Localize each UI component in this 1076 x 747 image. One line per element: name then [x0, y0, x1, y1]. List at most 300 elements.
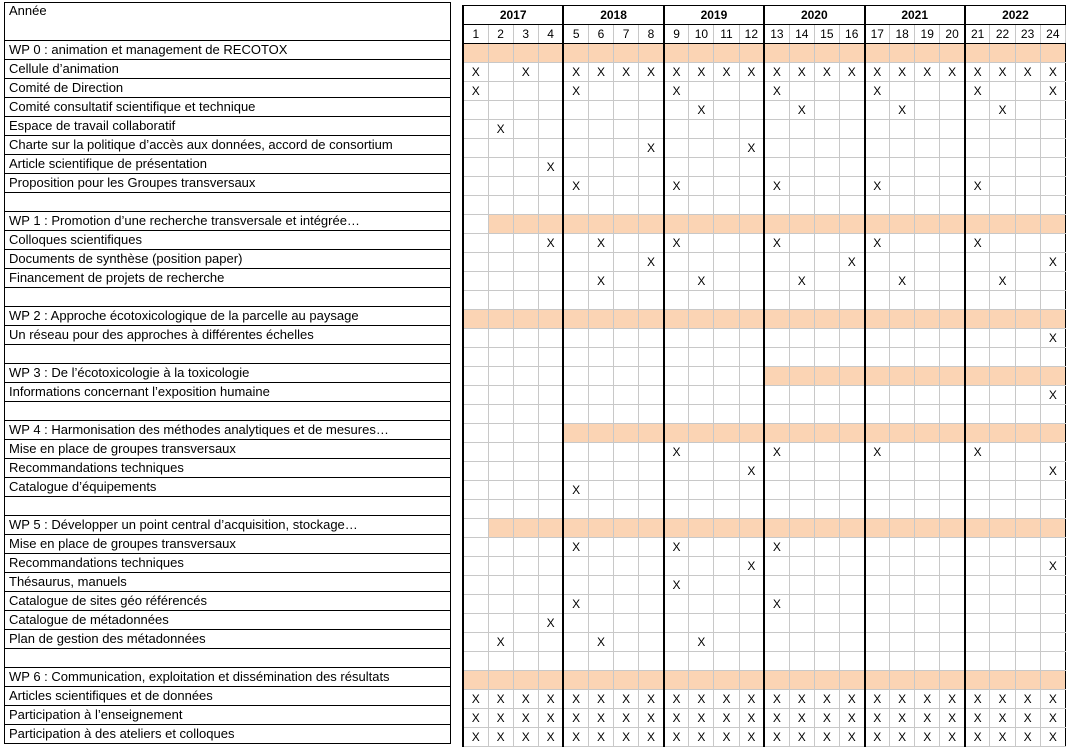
grid-cell [890, 291, 915, 310]
grid-cell [990, 253, 1015, 272]
grid-cell [814, 481, 839, 500]
grid-cell [488, 500, 513, 519]
grid-cell [940, 386, 965, 405]
grid-cell [664, 158, 689, 177]
grid-cell [714, 367, 739, 386]
activity-mark: X [814, 709, 839, 728]
activity-mark: X [739, 139, 764, 158]
grid-row [463, 158, 1066, 177]
grid-cell [1015, 158, 1040, 177]
workpackage-shade-cell [890, 44, 915, 63]
grid-cell [689, 82, 714, 101]
grid-cell [789, 196, 814, 215]
grid-cell [990, 595, 1015, 614]
activity-mark: X [588, 728, 613, 747]
year-header-2021: 2021 [865, 6, 965, 25]
grid-cell [865, 139, 890, 158]
grid-cell [940, 82, 965, 101]
activity-mark: X [1040, 253, 1065, 272]
workpackage-shade-cell [714, 424, 739, 443]
grid-cell [488, 595, 513, 614]
grid-cell [915, 500, 940, 519]
activity-mark: X [965, 443, 990, 462]
workpackage-shade-cell [890, 215, 915, 234]
task-row [5, 459, 451, 478]
grid-cell [990, 234, 1015, 253]
grid-cell [689, 367, 714, 386]
month-header-15: 15 [814, 25, 839, 44]
workpackage-shade-cell [789, 310, 814, 329]
task-label-table [4, 2, 451, 744]
grid-cell [614, 481, 639, 500]
grid-cell [915, 158, 940, 177]
workpackage-shade-cell [538, 44, 563, 63]
grid-cell [965, 386, 990, 405]
grid-cell [639, 614, 664, 633]
grid-cell [940, 329, 965, 348]
activity-mark: X [940, 709, 965, 728]
grid-cell [965, 557, 990, 576]
workpackage-shade-cell [1015, 519, 1040, 538]
activity-mark: X [563, 481, 588, 500]
grid-cell [814, 234, 839, 253]
grid-cell [639, 652, 664, 671]
grid-cell [940, 633, 965, 652]
grid-cell [513, 272, 538, 291]
grid-cell [563, 500, 588, 519]
grid-cell [1040, 120, 1065, 139]
workpackage-shade-cell [940, 671, 965, 690]
grid-cell [814, 101, 839, 120]
grid-row [463, 424, 1066, 443]
grid-cell [639, 633, 664, 652]
workpackage-shade-cell [940, 310, 965, 329]
grid-cell [714, 272, 739, 291]
month-header-3: 3 [513, 25, 538, 44]
grid-cell [513, 633, 538, 652]
grid-cell [538, 443, 563, 462]
activity-mark: X [714, 63, 739, 82]
grid-cell [614, 272, 639, 291]
grid-cell [814, 272, 839, 291]
workpackage-shade-cell [463, 44, 488, 63]
workpackage-shade-cell [890, 519, 915, 538]
grid-cell [814, 595, 839, 614]
grid-cell [513, 348, 538, 367]
workpackage-label: WP 4 : Harmonisation des méthodes analytiques et de mesures… [5, 421, 451, 440]
grid-cell [563, 386, 588, 405]
grid-cell [990, 462, 1015, 481]
grid-cell [990, 557, 1015, 576]
grid-cell [563, 443, 588, 462]
grid-cell [990, 196, 1015, 215]
grid-cell [614, 177, 639, 196]
grid-cell [764, 481, 789, 500]
grid-row [463, 120, 1066, 139]
task-row [5, 592, 451, 611]
activity-mark: X [664, 443, 689, 462]
activity-mark: X [965, 177, 990, 196]
grid-cell [940, 272, 965, 291]
task-row [5, 79, 451, 98]
grid-cell [814, 538, 839, 557]
grid-cell [764, 576, 789, 595]
grid-cell [739, 595, 764, 614]
grid-cell [1040, 291, 1065, 310]
activity-mark: X [739, 462, 764, 481]
workpackage-shade-cell [965, 310, 990, 329]
grid-cell [1040, 196, 1065, 215]
grid-cell [789, 329, 814, 348]
grid-cell [940, 234, 965, 253]
activity-mark: X [940, 690, 965, 709]
grid-cell [764, 139, 789, 158]
workpackage-shade-cell [538, 310, 563, 329]
workpackage-shade-cell [614, 519, 639, 538]
grid-cell [1015, 291, 1040, 310]
activity-mark: X [664, 709, 689, 728]
grid-cell [915, 462, 940, 481]
activity-mark: X [739, 709, 764, 728]
task-label: Financement de projets de recherche [5, 269, 451, 288]
grid-cell [614, 139, 639, 158]
grid-cell [513, 405, 538, 424]
task-label: Charte sur la politique d’accès aux données, accord de consortium [5, 136, 451, 155]
workpackage-shade-cell [639, 671, 664, 690]
grid-cell [614, 386, 639, 405]
grid-cell [488, 348, 513, 367]
task-row [5, 440, 451, 459]
task-row [5, 155, 451, 174]
grid-cell [714, 139, 739, 158]
grid-row [463, 405, 1066, 424]
task-label: Catalogue d’équipements [5, 478, 451, 497]
grid-cell [563, 576, 588, 595]
grid-cell [639, 101, 664, 120]
grid-cell [965, 633, 990, 652]
grid-cell [463, 481, 488, 500]
workpackage-shade-cell [739, 310, 764, 329]
workpackage-shade-cell [965, 367, 990, 386]
grid-cell [839, 139, 864, 158]
task-label: Un réseau pour des approches à différentes échelles [5, 326, 451, 345]
workpackage-shade-cell [865, 215, 890, 234]
workpackage-shade-cell [764, 519, 789, 538]
month-header-18: 18 [890, 25, 915, 44]
grid-cell [1015, 462, 1040, 481]
activity-mark: X [463, 82, 488, 101]
activity-mark: X [764, 690, 789, 709]
workpackage-shade-cell [538, 671, 563, 690]
month-header-14: 14 [789, 25, 814, 44]
workpackage-shade-cell [1015, 215, 1040, 234]
workpackage-shade-cell [1040, 424, 1065, 443]
grid-cell [1015, 348, 1040, 367]
activity-mark: X [865, 443, 890, 462]
month-header-11: 11 [714, 25, 739, 44]
grid-cell [614, 234, 639, 253]
grid-cell [865, 120, 890, 139]
grid-row [463, 671, 1066, 690]
workpackage-shade-cell [538, 215, 563, 234]
grid-cell [789, 500, 814, 519]
grid-cell [714, 462, 739, 481]
grid-cell [839, 329, 864, 348]
grid-cell [538, 367, 563, 386]
spacer-row [5, 497, 451, 516]
workpackage-label: WP 2 : Approche écotoxicologique de la parcelle au paysage [5, 307, 451, 326]
grid-cell [563, 291, 588, 310]
workpackage-shade-cell [664, 671, 689, 690]
workpackage-shade-cell [563, 310, 588, 329]
grid-row [463, 310, 1066, 329]
grid-cell [614, 158, 639, 177]
activity-mark: X [614, 63, 639, 82]
grid-cell [739, 158, 764, 177]
grid-cell [538, 253, 563, 272]
activity-mark: X [563, 709, 588, 728]
grid-cell [865, 405, 890, 424]
spacer-row [5, 649, 451, 668]
grid-cell [940, 139, 965, 158]
workpackage-shade-cell [865, 519, 890, 538]
grid-cell [689, 158, 714, 177]
grid-cell [513, 101, 538, 120]
grid-cell [614, 576, 639, 595]
month-header-6: 6 [588, 25, 613, 44]
activity-mark: X [563, 63, 588, 82]
workpackage-shade-cell [814, 44, 839, 63]
grid-cell [488, 443, 513, 462]
month-header-10: 10 [689, 25, 714, 44]
grid-cell [639, 595, 664, 614]
grid-cell [563, 101, 588, 120]
activity-mark: X [965, 690, 990, 709]
grid-cell [814, 348, 839, 367]
task-row [5, 554, 451, 573]
grid-cell [739, 652, 764, 671]
activity-mark: X [739, 690, 764, 709]
grid-cell [639, 234, 664, 253]
workpackage-shade-cell [789, 215, 814, 234]
activity-mark: X [1040, 557, 1065, 576]
activity-mark: X [714, 709, 739, 728]
grid-cell [940, 595, 965, 614]
grid-cell [538, 595, 563, 614]
grid-cell [965, 500, 990, 519]
workpackage-row [5, 212, 451, 231]
month-header-13: 13 [764, 25, 789, 44]
task-label: Catalogue de sites géo référencés [5, 592, 451, 611]
grid-cell [538, 63, 563, 82]
workpackage-shade-cell [614, 215, 639, 234]
grid-cell [789, 652, 814, 671]
activity-mark: X [764, 443, 789, 462]
grid-cell [839, 576, 864, 595]
workpackage-shade-cell [714, 310, 739, 329]
grid-cell [839, 101, 864, 120]
grid-cell [965, 291, 990, 310]
grid-cell [739, 386, 764, 405]
activity-mark: X [814, 63, 839, 82]
grid-cell [865, 595, 890, 614]
grid-cell [538, 82, 563, 101]
grid-cell [588, 557, 613, 576]
grid-cell [915, 405, 940, 424]
grid-cell [463, 329, 488, 348]
activity-mark: X [664, 690, 689, 709]
grid-cell [940, 253, 965, 272]
grid-cell [563, 196, 588, 215]
workpackage-shade-cell [764, 310, 789, 329]
grid-cell [940, 158, 965, 177]
spacer-cell [5, 497, 451, 516]
grid-cell [538, 329, 563, 348]
task-label: Recommandations techniques [5, 459, 451, 478]
grid-cell [764, 652, 789, 671]
grid-cell [563, 405, 588, 424]
grid-cell [839, 557, 864, 576]
activity-mark: X [488, 728, 513, 747]
grid-cell [488, 557, 513, 576]
grid-cell [865, 557, 890, 576]
workpackage-shade-cell [563, 519, 588, 538]
grid-row [463, 139, 1066, 158]
grid-cell [1040, 595, 1065, 614]
grid-cell [890, 386, 915, 405]
activity-mark: X [764, 728, 789, 747]
month-header-4: 4 [538, 25, 563, 44]
grid-cell [588, 329, 613, 348]
grid-cell [513, 177, 538, 196]
workpackage-row [5, 364, 451, 383]
grid-cell [563, 120, 588, 139]
activity-mark: X [789, 690, 814, 709]
grid-cell [463, 443, 488, 462]
grid-cell [463, 291, 488, 310]
activity-mark: X [689, 101, 714, 120]
grid-cell [463, 538, 488, 557]
grid-cell [764, 272, 789, 291]
grid-cell [463, 234, 488, 253]
workpackage-shade-cell [563, 424, 588, 443]
grid-cell [764, 291, 789, 310]
grid-cell [814, 291, 839, 310]
grid-cell [538, 272, 563, 291]
grid-cell [814, 158, 839, 177]
grid-cell [714, 481, 739, 500]
workpackage-shade-cell [890, 367, 915, 386]
task-label: Informations concernant l’exposition humaine [5, 383, 451, 402]
grid-cell [965, 576, 990, 595]
task-label: Comité de Direction [5, 79, 451, 98]
grid-cell [965, 348, 990, 367]
month-header-17: 17 [865, 25, 890, 44]
workpackage-shade-cell [1015, 367, 1040, 386]
activity-mark: X [890, 101, 915, 120]
activity-mark: X [839, 690, 864, 709]
grid-cell [488, 367, 513, 386]
workpackage-shade-cell [865, 367, 890, 386]
spacer-row [5, 288, 451, 307]
grid-cell [614, 462, 639, 481]
grid-cell [1015, 500, 1040, 519]
grid-cell [739, 177, 764, 196]
grid-cell [1040, 500, 1065, 519]
workpackage-shade-cell [839, 215, 864, 234]
grid-cell [1015, 633, 1040, 652]
workpackage-shade-cell [588, 310, 613, 329]
grid-cell [915, 253, 940, 272]
activity-mark: X [1015, 709, 1040, 728]
task-row [5, 630, 451, 649]
grid-cell [814, 443, 839, 462]
grid-cell [965, 652, 990, 671]
grid-cell [689, 120, 714, 139]
grid-cell [890, 538, 915, 557]
grid-cell [865, 633, 890, 652]
activity-mark: X [764, 63, 789, 82]
grid-cell [664, 595, 689, 614]
activity-mark: X [689, 709, 714, 728]
grid-row [463, 63, 1066, 82]
workpackage-shade-cell [965, 215, 990, 234]
activity-mark: X [915, 63, 940, 82]
grid-cell [1040, 576, 1065, 595]
workpackage-shade-cell [965, 671, 990, 690]
grid-cell [839, 348, 864, 367]
grid-cell [865, 101, 890, 120]
grid-cell [1040, 177, 1065, 196]
grid-cell [764, 405, 789, 424]
grid-cell [739, 196, 764, 215]
grid-row [463, 82, 1066, 101]
workpackage-shade-cell [739, 215, 764, 234]
task-row [5, 98, 451, 117]
grid-cell [990, 500, 1015, 519]
grid-cell [714, 177, 739, 196]
workpackage-shade-cell [664, 519, 689, 538]
grid-cell [890, 253, 915, 272]
grid-row [463, 234, 1066, 253]
grid-cell [890, 139, 915, 158]
grid-cell [940, 405, 965, 424]
grid-cell [890, 481, 915, 500]
grid-cell [965, 405, 990, 424]
grid-cell [1040, 234, 1065, 253]
workpackage-shade-cell [588, 44, 613, 63]
grid-cell [639, 196, 664, 215]
grid-cell [839, 196, 864, 215]
grid-row [463, 44, 1066, 63]
task-row [5, 383, 451, 402]
grid-cell [1040, 348, 1065, 367]
grid-row [463, 272, 1066, 291]
grid-cell [940, 481, 965, 500]
grid-cell [764, 348, 789, 367]
grid-cell [789, 538, 814, 557]
workpackage-shade-cell [664, 424, 689, 443]
grid-cell [463, 576, 488, 595]
grid-cell [488, 234, 513, 253]
activity-mark: X [789, 709, 814, 728]
grid-cell [1040, 614, 1065, 633]
grid-cell [463, 367, 488, 386]
grid-cell [865, 253, 890, 272]
grid-cell [915, 595, 940, 614]
grid-cell [940, 557, 965, 576]
activity-mark: X [739, 63, 764, 82]
